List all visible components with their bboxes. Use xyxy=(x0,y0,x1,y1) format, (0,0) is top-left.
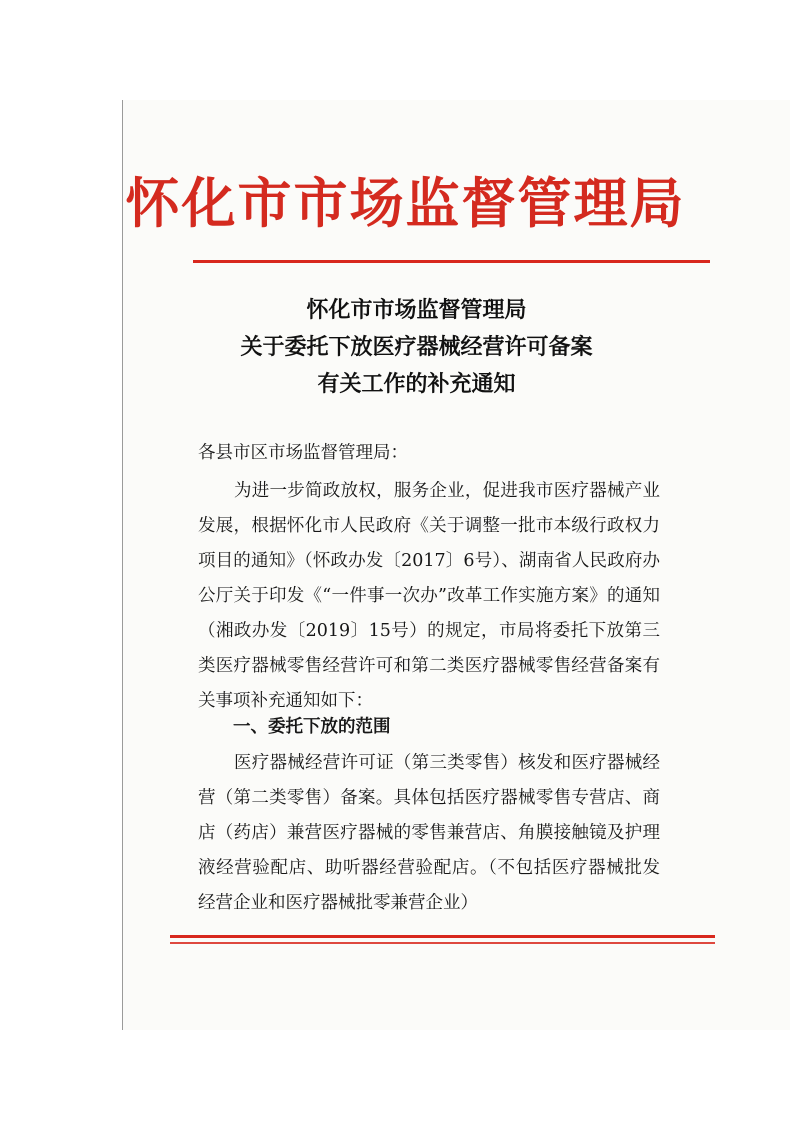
letterhead-red-rule xyxy=(193,260,710,263)
document-title xyxy=(0,292,793,403)
title-line-3: 有关工作的补充通知 xyxy=(317,371,516,397)
scan-page-edge xyxy=(122,100,123,1030)
letterhead-agency-name: 怀化市市场监督管理局 xyxy=(125,171,686,235)
section-1-paragraph: 医疗器械经营许可证（第三类零售）核发和医疗器械经营（第二类零售）备案。具体包括医疗器械零售专营店、商店（药店）兼营医疗器械的零售兼营店、角膜接触镜及护理液经营验配店、助听器经营验配店。（不包括医疗器械批发经营企业和医疗器械批零兼营企业） xyxy=(198,753,660,913)
title-line-1: 怀化市市场监督管理局 xyxy=(306,297,527,323)
title-line-2: 关于委托下放医疗器械经营许可备案 xyxy=(240,334,593,360)
footer-red-rule xyxy=(170,935,715,938)
section-1-heading: 一、委托下放的范围 xyxy=(233,717,391,737)
intro-paragraph: 为进一步简政放权，服务企业，促进我市医疗器械产业发展，根据怀化市人民政府《关于调整一批市本级行政权力项目的通知》（怀政办发〔2017〕6号）、湖南省人民政府办公厅关于印发《“一件事一次办”改革工作实施方案》的通知（湘政办发〔2019〕15号）的规定，市局将委托下放第三类医疗器械零售经营许可和第二类医疗器械零售经营备案有关事项补充通知如下： xyxy=(198,481,660,711)
footer-red-rule-secondary xyxy=(170,942,715,944)
salutation: 各县市区市场监督管理局： xyxy=(198,443,408,463)
